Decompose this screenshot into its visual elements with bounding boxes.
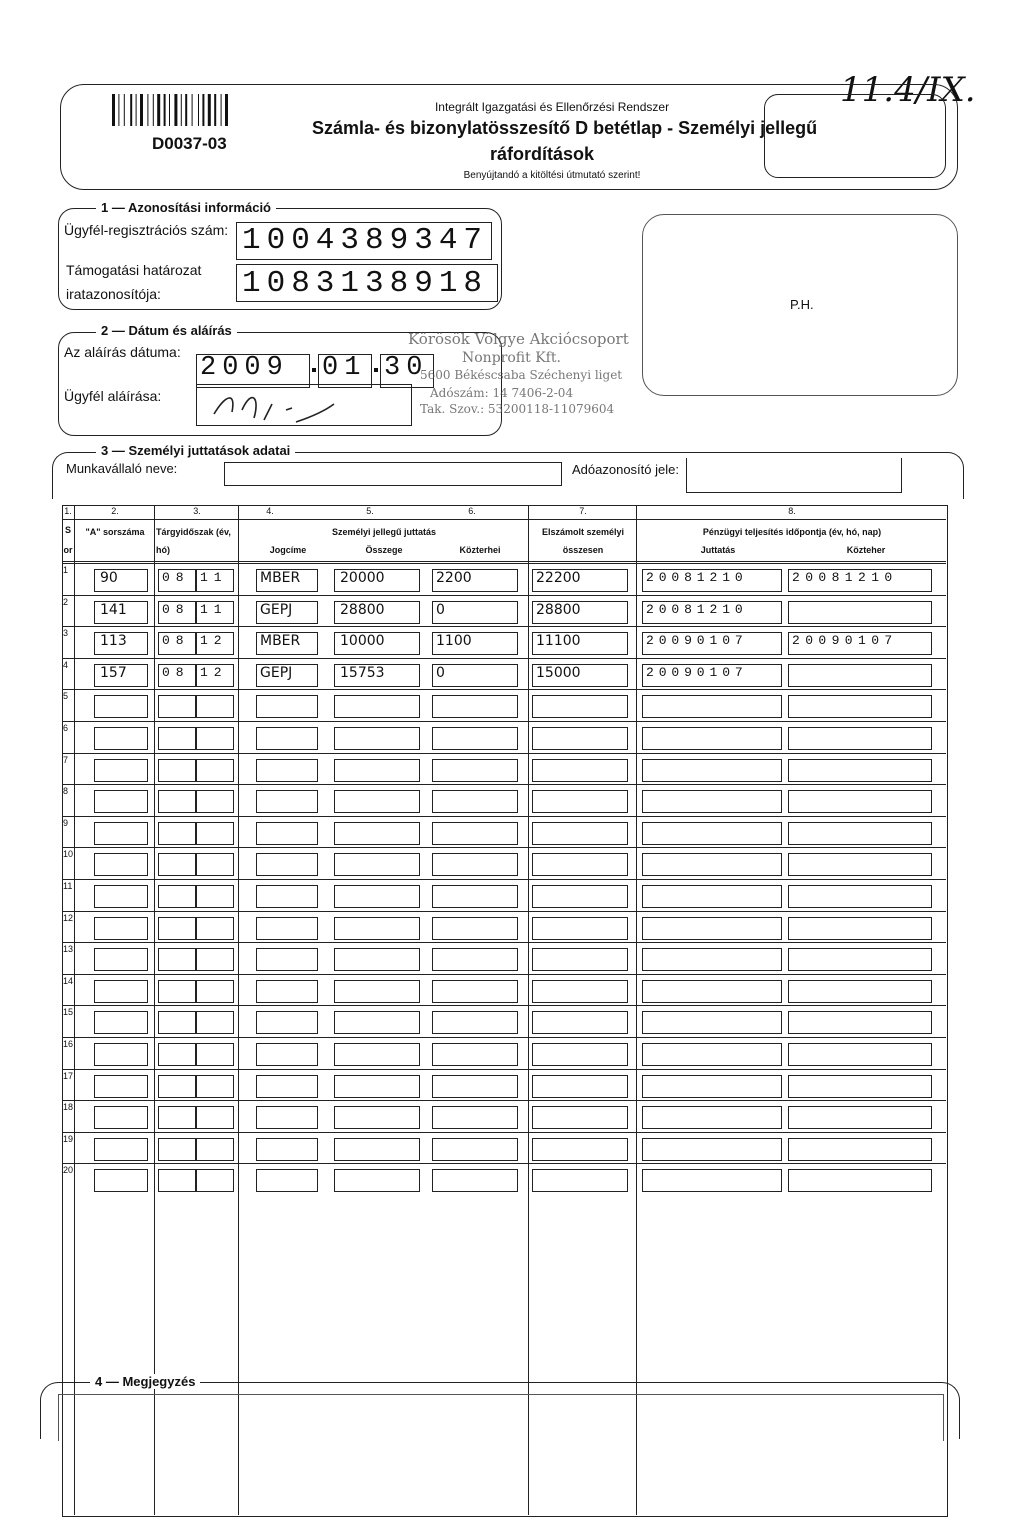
kozteher-datum-field[interactable]	[788, 948, 932, 971]
date-month-value: 01	[322, 353, 367, 383]
juttatas-datum-field[interactable]	[642, 822, 782, 845]
targy-ho-field[interactable]	[196, 1169, 234, 1192]
jogcime-field[interactable]	[256, 1043, 318, 1066]
osszege-field[interactable]	[334, 853, 420, 876]
header-penzugyi: Pénzügyi teljesítés időpontja (év, hó, nap)	[702, 527, 882, 537]
targy-ev-field[interactable]	[158, 759, 196, 782]
instruction-text: Benyújtandó a kitöltési útmutató szerint!	[463, 170, 641, 181]
date-year-value: 2009	[200, 353, 289, 383]
targy-ev-value: 08	[162, 633, 190, 649]
kozterhei-field[interactable]	[432, 1011, 518, 1034]
juttatas-datum-field[interactable]	[642, 1011, 782, 1034]
a-sorszama-value: 157	[100, 664, 127, 681]
targy-ho-value: 12	[200, 633, 228, 649]
kozteher-datum-field[interactable]	[788, 1138, 932, 1161]
osszege-field[interactable]	[334, 980, 420, 1003]
kozteher-datum-field[interactable]	[788, 1043, 932, 1066]
elszamolt-field[interactable]	[532, 917, 628, 940]
a-sorszama-field[interactable]	[94, 1138, 148, 1161]
osszege-field[interactable]	[334, 695, 420, 718]
col-number-1: 1.	[64, 506, 72, 516]
osszege-value: 20000	[340, 570, 385, 586]
targy-ev-field[interactable]	[158, 980, 196, 1003]
row-number: 20	[63, 1165, 74, 1176]
jogcime-field[interactable]	[256, 695, 318, 718]
juttatas-datum-field[interactable]	[642, 727, 782, 750]
col-number-5: 5.	[366, 506, 374, 516]
section1-title: 1 — Azonosítási információ	[96, 200, 276, 215]
row-number: 8	[63, 786, 69, 797]
targy-ev-field[interactable]	[158, 1138, 196, 1161]
osszege-field[interactable]	[334, 1138, 420, 1161]
row-number: 1	[63, 565, 69, 575]
a-sorszama-field[interactable]	[94, 1075, 148, 1098]
elszamolt-field[interactable]	[532, 1138, 628, 1161]
a-sorszama-value: 141	[100, 601, 127, 618]
kozterhei-value: 2200	[436, 570, 472, 586]
barcode	[112, 94, 288, 126]
row-number: 19	[63, 1133, 74, 1144]
elszamolt-field[interactable]	[532, 948, 628, 971]
form-code: D0037-03	[152, 134, 227, 153]
kozteher-datum-field[interactable]	[788, 1106, 932, 1129]
header-jogcime: Jogcíme	[269, 545, 307, 555]
kozterhei-field[interactable]	[432, 948, 518, 971]
row-number: 16	[63, 1039, 74, 1049]
a-sorszama-field[interactable]	[94, 695, 148, 718]
stamp-line-3: 5600 Békéscsaba Széchenyi liget	[420, 368, 623, 382]
table-row-separator	[62, 942, 946, 943]
kozteher-datum-field[interactable]	[788, 695, 932, 718]
header-s: S	[64, 525, 71, 535]
juttatas-datum-field[interactable]	[642, 917, 782, 940]
elszamolt-field[interactable]	[532, 759, 628, 782]
juttatas-datum-value: 20090107	[646, 633, 748, 649]
targy-ev-value: 08	[162, 601, 190, 617]
table-row-separator	[62, 658, 946, 659]
office-use-box[interactable]	[764, 94, 946, 178]
kozterhei-value: 1100	[436, 633, 472, 650]
jogcime-value: MBER	[260, 570, 301, 586]
jogcime-field[interactable]	[256, 1106, 318, 1129]
a-sorszama-field[interactable]	[94, 822, 148, 845]
jogcime-field[interactable]	[256, 948, 318, 971]
row-number: 9	[63, 817, 69, 828]
col-number-2: 2.	[111, 506, 119, 516]
kozterhei-field[interactable]	[432, 695, 518, 718]
employee-name-field[interactable]	[224, 462, 562, 486]
client-reg-label: Ügyfél-regisztrációs szám:	[64, 222, 229, 238]
a-sorszama-field[interactable]	[94, 1169, 148, 1192]
targy-ho-value: 12	[200, 664, 228, 680]
row-number: 5	[63, 691, 69, 702]
table-row-separator	[62, 689, 946, 690]
kozterhei-field[interactable]	[432, 727, 518, 750]
osszege-field[interactable]	[334, 1169, 420, 1192]
juttatas-datum-field[interactable]	[642, 790, 782, 813]
kozterhei-field[interactable]	[432, 790, 518, 813]
jogcime-field[interactable]	[256, 1011, 318, 1034]
kozterhei-field[interactable]	[432, 759, 518, 782]
kozterhei-field[interactable]	[432, 917, 518, 940]
juttatas-datum-field[interactable]	[642, 980, 782, 1003]
row-number: 17	[63, 1070, 74, 1081]
targy-ho-field[interactable]	[196, 822, 234, 845]
elszamolt-value: 11100	[536, 633, 581, 650]
a-sorszama-value: 90	[100, 570, 118, 586]
kozterhei-field[interactable]	[432, 1075, 518, 1098]
jogcime-value: GEPJ	[260, 664, 293, 681]
header-kozteher: Közteher	[846, 545, 886, 555]
row-number: 7	[63, 754, 69, 765]
date-label: Az aláírás dátuma:	[64, 344, 181, 360]
elszamolt-field[interactable]	[532, 885, 628, 908]
table-row-separator	[62, 721, 946, 722]
header-osszege: Összege	[365, 545, 403, 555]
kozterhei-field[interactable]	[432, 853, 518, 876]
elszamolt-field[interactable]	[532, 790, 628, 813]
kozteher-datum-field[interactable]	[788, 790, 932, 813]
jogcime-field[interactable]	[256, 822, 318, 845]
targy-ev-field[interactable]	[158, 790, 196, 813]
table-row-separator	[62, 753, 946, 754]
targy-ho-field[interactable]	[196, 1106, 234, 1129]
table-row-separator	[62, 626, 946, 627]
osszege-field[interactable]	[334, 727, 420, 750]
osszege-field[interactable]	[334, 822, 420, 845]
juttatas-datum-field[interactable]	[642, 1138, 782, 1161]
table-row-separator	[62, 1163, 946, 1164]
elszamolt-value: 28800	[536, 601, 581, 618]
kozteher-datum-field[interactable]	[788, 980, 932, 1003]
kozteher-datum-field[interactable]	[788, 664, 932, 687]
a-sorszama-field[interactable]	[94, 759, 148, 782]
row-number: 4	[63, 659, 69, 670]
header-targyidoszak-1: Tárgyidőszak (év,	[156, 527, 231, 537]
handwritten-annotation: 11.4/IX.	[840, 70, 976, 110]
tax-id-label: Adóazonosító jele:	[572, 462, 679, 477]
juttatas-datum-value: 20081210	[646, 570, 748, 585]
juttatas-datum-field[interactable]	[642, 885, 782, 908]
row-number: 18	[63, 1102, 74, 1113]
table-row-separator	[62, 1132, 946, 1133]
kozteher-datum-field[interactable]	[788, 853, 932, 876]
jogcime-field[interactable]	[256, 1075, 318, 1098]
row-number: 2	[63, 596, 69, 607]
kozteher-datum-field[interactable]	[788, 885, 932, 908]
table-row-separator	[62, 911, 946, 912]
elszamolt-field[interactable]	[532, 727, 628, 750]
row-number: 6	[63, 723, 69, 733]
table-row-separator	[62, 974, 946, 975]
section4-title: 4 — Megjegyzés	[90, 1374, 200, 1389]
a-sorszama-field[interactable]	[94, 980, 148, 1003]
elszamolt-field[interactable]	[532, 822, 628, 845]
targy-ho-field[interactable]	[196, 980, 234, 1003]
targy-ho-field[interactable]	[196, 853, 234, 876]
juttatas-datum-field[interactable]	[642, 1106, 782, 1129]
targy-ev-field[interactable]	[158, 917, 196, 940]
targy-ho-field[interactable]	[196, 1011, 234, 1034]
targy-ev-field[interactable]	[158, 1075, 196, 1098]
system-name: Integrált Igazgatási és Ellenőrzési Rendszer	[434, 100, 670, 114]
a-sorszama-field[interactable]	[94, 1106, 148, 1129]
osszege-field[interactable]	[334, 1011, 420, 1034]
juttatas-datum-field[interactable]	[642, 1169, 782, 1192]
a-sorszama-field[interactable]	[94, 1011, 148, 1034]
juttatas-datum-field[interactable]	[642, 948, 782, 971]
row-number: 11	[63, 881, 73, 891]
row-number: 14	[63, 975, 74, 986]
decision-id-value: 1083138918	[242, 266, 489, 301]
kozteher-datum-field[interactable]	[788, 601, 932, 624]
jogcime-field[interactable]	[256, 917, 318, 940]
targy-ev-field[interactable]	[158, 1043, 196, 1066]
jogcime-field[interactable]	[256, 790, 318, 813]
kozterhei-field[interactable]	[432, 1169, 518, 1192]
elszamolt-field[interactable]	[532, 1169, 628, 1192]
jogcime-field[interactable]	[256, 1169, 318, 1192]
a-sorszama-value: 113	[100, 633, 127, 650]
osszege-field[interactable]	[334, 1106, 420, 1129]
kozteher-datum-field[interactable]	[788, 1011, 932, 1034]
jogcime-field[interactable]	[256, 885, 318, 908]
a-sorszama-field[interactable]	[94, 790, 148, 813]
osszege-field[interactable]	[334, 917, 420, 940]
osszege-field[interactable]	[334, 790, 420, 813]
table-row-separator	[62, 816, 946, 817]
targy-ev-value: 08	[162, 664, 190, 680]
targy-ho-field[interactable]	[196, 1043, 234, 1066]
row-number: 13	[63, 944, 74, 955]
juttatas-datum-field[interactable]	[642, 1075, 782, 1098]
table-row-separator	[62, 784, 946, 785]
juttatas-datum-value: 20090107	[646, 664, 748, 680]
header-kozterhei: Közterhei	[459, 545, 501, 555]
osszege-field[interactable]	[334, 1075, 420, 1098]
kozteher-datum-value: 20081210	[792, 570, 898, 585]
section3-title: 3 — Személyi juttatások adatai	[96, 443, 295, 458]
targy-ho-field[interactable]	[196, 948, 234, 971]
targy-ev-field[interactable]	[158, 948, 196, 971]
targy-ev-field[interactable]	[158, 822, 196, 845]
juttatas-datum-field[interactable]	[642, 853, 782, 876]
tax-id-field[interactable]	[686, 458, 902, 493]
kozterhei-field[interactable]	[432, 885, 518, 908]
row-number: 15	[63, 1007, 74, 1018]
stamp-line-5: Tak. Szov.: 53200118-11079604	[420, 402, 615, 416]
kozteher-datum-field[interactable]	[788, 1169, 932, 1192]
kozterhei-field[interactable]	[432, 822, 518, 845]
osszege-value: 28800	[340, 601, 385, 618]
kozteher-datum-value: 20090107	[792, 633, 898, 649]
row-number: 12	[63, 912, 74, 923]
form-title-line2: ráfordítások	[489, 144, 595, 164]
decision-label-2: iratazonosítója:	[66, 286, 161, 302]
jogcime-field[interactable]	[256, 759, 318, 782]
col-number-6: 6.	[468, 506, 476, 516]
kozteher-datum-field[interactable]	[788, 917, 932, 940]
col-number-4: 4.	[266, 506, 274, 516]
elszamolt-field[interactable]	[532, 1106, 628, 1129]
decision-label-1: Támogatási határozat	[66, 262, 202, 278]
targy-ev-field[interactable]	[158, 1169, 196, 1192]
header-elszamolt-1: Elszámolt személyi	[541, 527, 625, 537]
header-elszamolt-2: összesen	[562, 545, 604, 555]
osszege-field[interactable]	[334, 759, 420, 782]
a-sorszama-field[interactable]	[94, 1043, 148, 1066]
table-row-separator	[62, 595, 946, 596]
col-number-3: 3.	[193, 506, 201, 516]
a-sorszama-field[interactable]	[94, 885, 148, 908]
osszege-field[interactable]	[334, 885, 420, 908]
elszamolt-field[interactable]	[532, 1043, 628, 1066]
targy-ho-field[interactable]	[196, 759, 234, 782]
header-targyidoszak-2: hó)	[156, 545, 170, 555]
elszamolt-field[interactable]	[532, 980, 628, 1003]
col-number-7: 7.	[579, 506, 587, 516]
kozterhei-field[interactable]	[432, 1138, 518, 1161]
elszamolt-field[interactable]	[532, 695, 628, 718]
table-row-separator	[62, 1069, 946, 1070]
kozteher-datum-field[interactable]	[788, 727, 932, 750]
targy-ev-field[interactable]	[158, 727, 196, 750]
jogcime-value: GEPJ	[260, 601, 293, 618]
targy-ho-field[interactable]	[196, 885, 234, 908]
remarks-field[interactable]	[58, 1394, 944, 1441]
juttatas-datum-field[interactable]	[642, 759, 782, 782]
kozterhei-field[interactable]	[432, 980, 518, 1003]
row-number: 10	[63, 849, 74, 860]
employee-name-label: Munkavállaló neve:	[66, 461, 178, 476]
header-juttatas: Juttatás	[700, 545, 736, 555]
targy-ev-field[interactable]	[158, 695, 196, 718]
section2-title: 2 — Dátum és aláírás	[96, 323, 237, 338]
targy-ho-field[interactable]	[196, 790, 234, 813]
stamp-line-1: Körösök Völgye Akciócsoport	[408, 330, 629, 348]
signature-scribble	[196, 384, 410, 428]
row-number: 3	[63, 628, 69, 639]
jogcime-field[interactable]	[256, 727, 318, 750]
form-title: Számla- és bizonylatösszesítő D betétlap - Személyi jellegű	[312, 118, 818, 138]
header-a-sorszama: "A" sorszáma	[85, 527, 145, 537]
targy-ev-value: 08	[162, 570, 190, 585]
kozteher-datum-field[interactable]	[788, 822, 932, 845]
a-sorszama-field[interactable]	[94, 948, 148, 971]
targy-ho-field[interactable]	[196, 695, 234, 718]
jogcime-field[interactable]	[256, 1138, 318, 1161]
data-table	[62, 505, 946, 1517]
kozterhei-value: 0	[436, 601, 445, 618]
targy-ho-value: 11	[200, 601, 228, 617]
client-reg-value: 1004389347	[242, 223, 489, 258]
targy-ev-field[interactable]	[158, 885, 196, 908]
kozterhei-field[interactable]	[432, 1043, 518, 1066]
date-day-value: 30	[384, 353, 429, 383]
targy-ev-field[interactable]	[158, 1106, 196, 1129]
jogcime-value: MBER	[260, 633, 301, 650]
targy-ho-field[interactable]	[196, 1138, 234, 1161]
kozteher-datum-field[interactable]	[788, 1075, 932, 1098]
elszamolt-value: 15000	[536, 664, 581, 681]
table-row-separator	[62, 879, 946, 880]
juttatas-datum-value: 20081210	[646, 601, 748, 617]
date-separator-1	[312, 368, 316, 372]
targy-ho-field[interactable]	[196, 727, 234, 750]
jogcime-field[interactable]	[256, 853, 318, 876]
kozteher-datum-field[interactable]	[788, 759, 932, 782]
table-row-separator	[62, 563, 946, 564]
a-sorszama-field[interactable]	[94, 727, 148, 750]
kozterhei-field[interactable]	[432, 1106, 518, 1129]
table-row-separator	[62, 1005, 946, 1006]
osszege-field[interactable]	[334, 948, 420, 971]
elszamolt-field[interactable]	[532, 853, 628, 876]
osszege-value: 10000	[340, 633, 385, 650]
targy-ho-field[interactable]	[196, 1075, 234, 1098]
osszege-value: 15753	[340, 664, 385, 681]
header-or: or	[63, 545, 73, 555]
date-separator-2	[374, 368, 378, 372]
col-number-8: 8.	[788, 506, 796, 516]
targy-ev-field[interactable]	[158, 1011, 196, 1034]
stamp-line-4: Adószám: 14 7406-2-04	[430, 386, 574, 400]
osszege-field[interactable]	[334, 1043, 420, 1066]
elszamolt-field[interactable]	[532, 1075, 628, 1098]
header-szemelyi: Személyi jellegű juttatás	[331, 527, 437, 537]
jogcime-field[interactable]	[256, 980, 318, 1003]
kozterhei-value: 0	[436, 664, 445, 681]
ph-label: P.H.	[790, 297, 814, 312]
stamp-line-2: Nonprofit Kft.	[462, 350, 561, 366]
elszamolt-field[interactable]	[532, 1011, 628, 1034]
targy-ho-value: 11	[200, 570, 228, 585]
targy-ev-field[interactable]	[158, 853, 196, 876]
targy-ho-field[interactable]	[196, 917, 234, 940]
table-row-separator	[62, 1100, 946, 1101]
juttatas-datum-field[interactable]	[642, 695, 782, 718]
a-sorszama-field[interactable]	[94, 853, 148, 876]
table-row-separator	[62, 1037, 946, 1038]
juttatas-datum-field[interactable]	[642, 1043, 782, 1066]
elszamolt-value: 22200	[536, 570, 581, 586]
signature-label: Ügyfél aláírása:	[64, 388, 162, 404]
a-sorszama-field[interactable]	[94, 917, 148, 940]
table-row-separator	[62, 847, 946, 848]
